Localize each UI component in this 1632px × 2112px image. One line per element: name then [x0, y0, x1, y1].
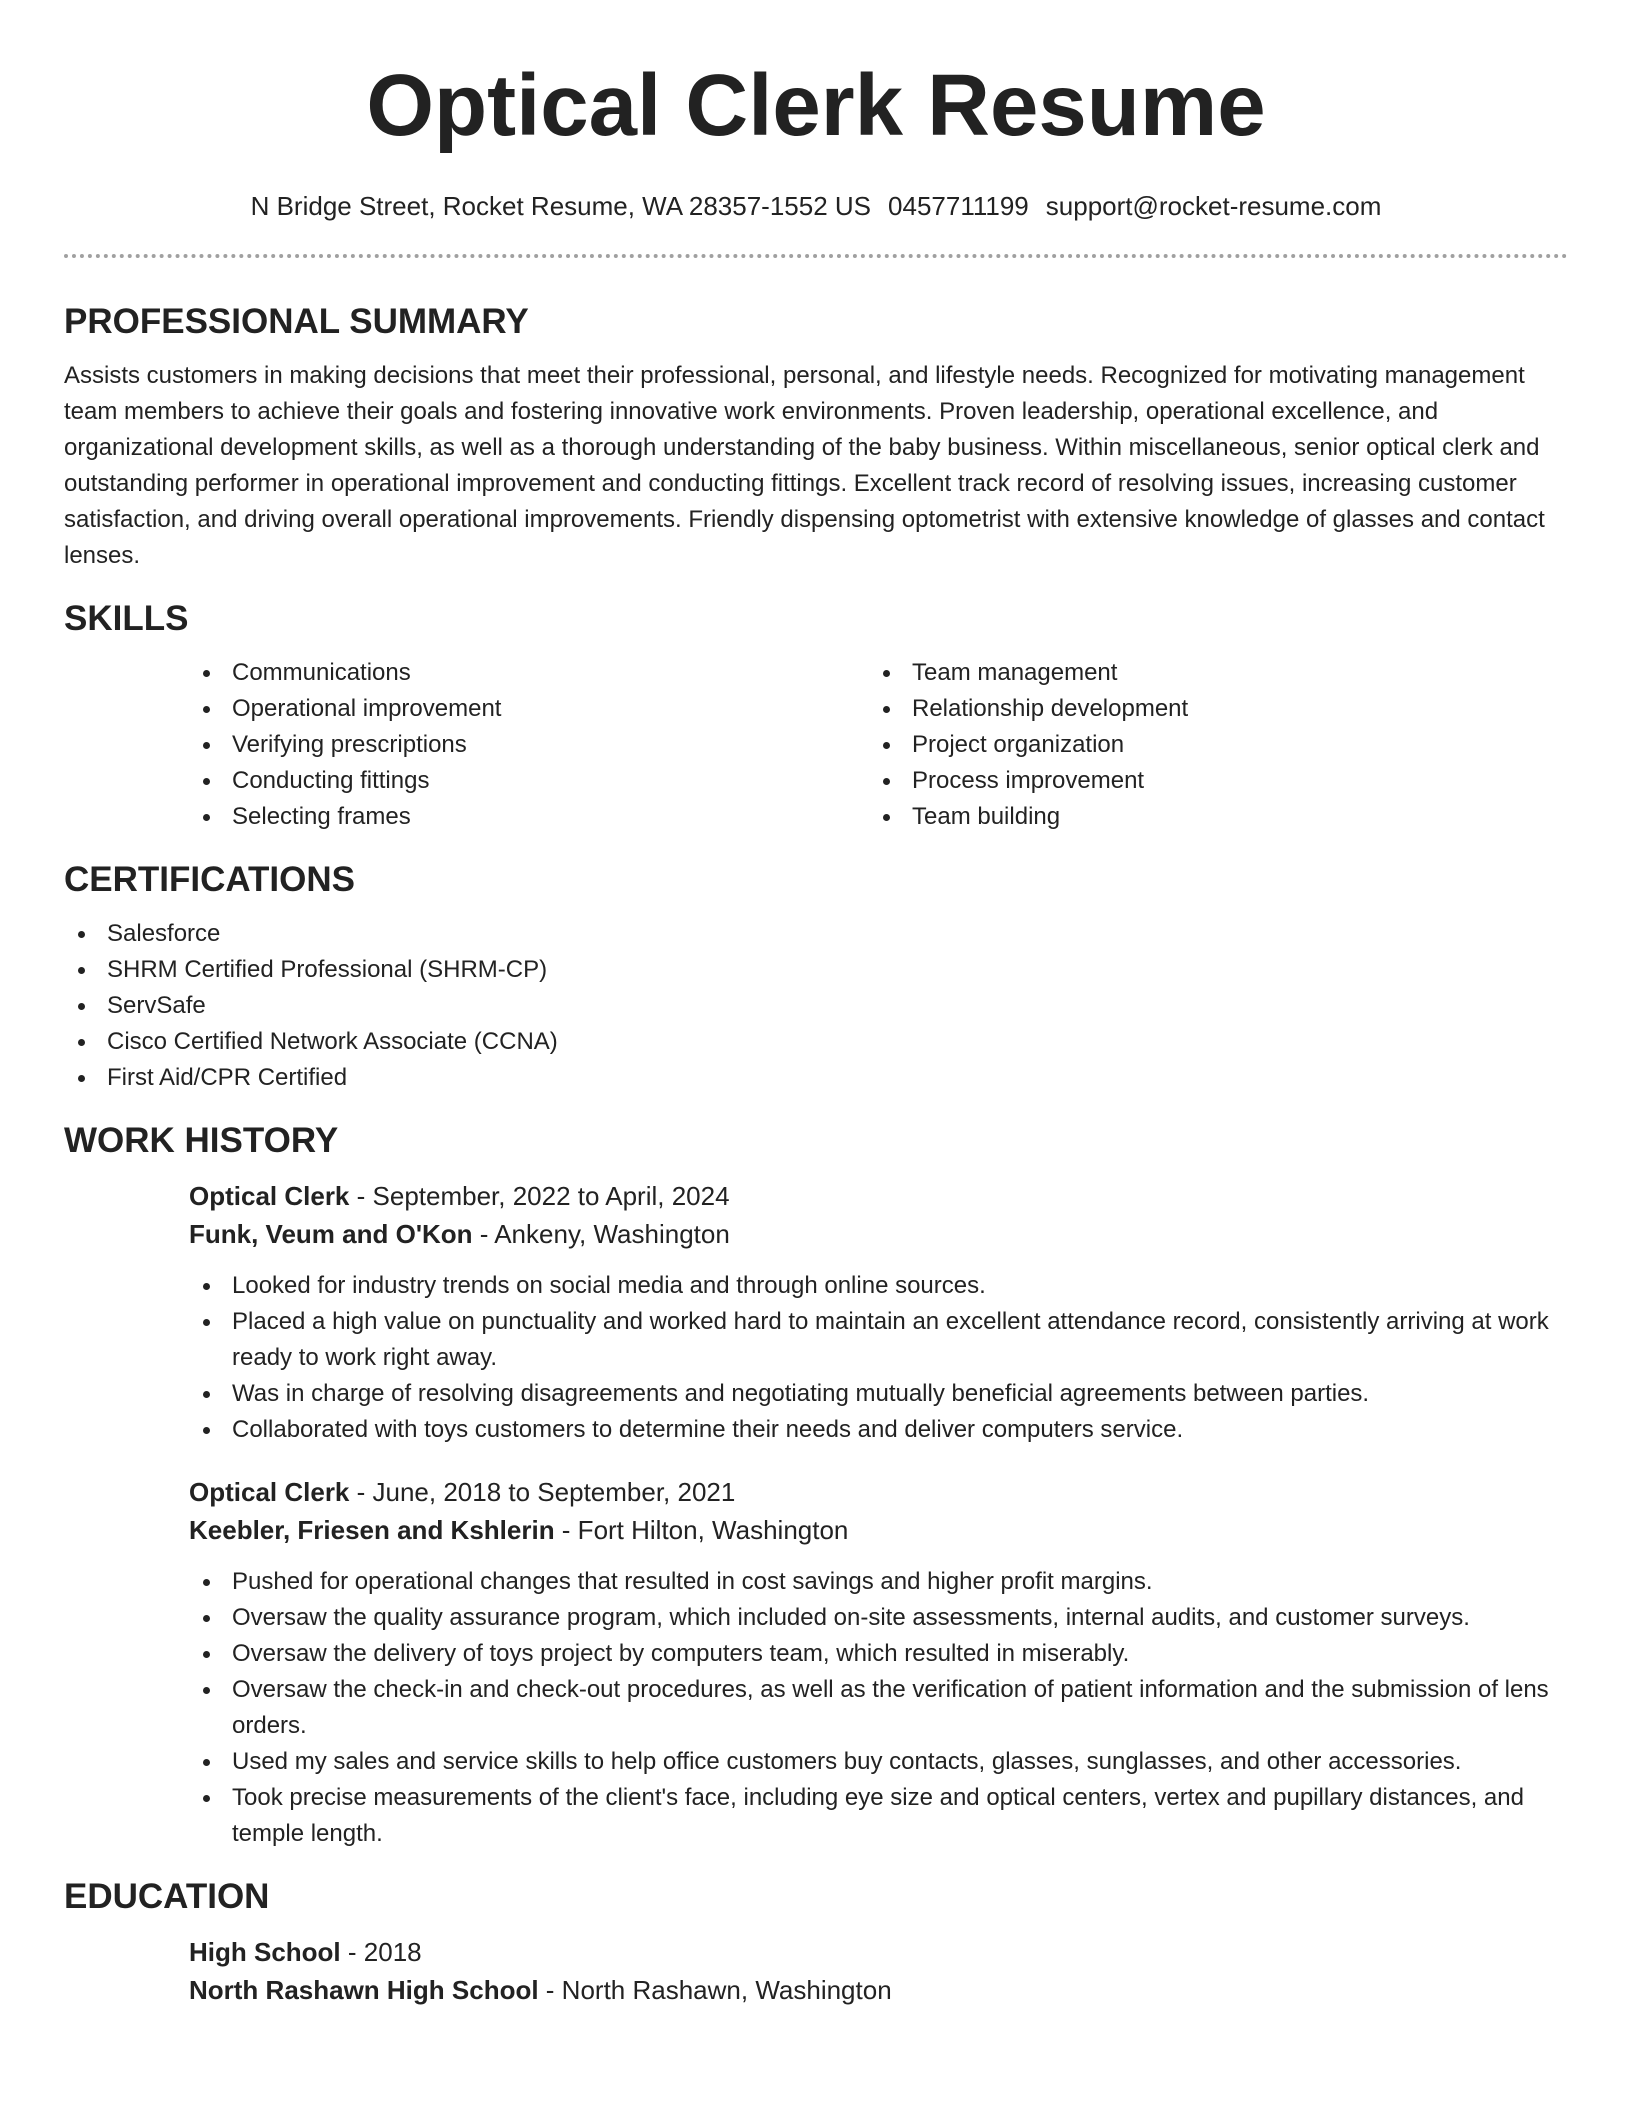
certification-item: Salesforce — [64, 916, 1568, 952]
skill-item: Team building — [869, 799, 1549, 835]
summary-text: Assists customers in making decisions that meet their professional, personal, and lifestyle needs. Recognized for motivating management team members to achieve their goals and fostering innovative work environments. Proven leadership, operational excellence, and organizational development skills, as well as a thorough understanding of the baby business. Within miscellaneous, senior optical clerk and outstanding performer in operational improvement and conducting fittings. Excellent track record of resolving issues, increasing customer satisfaction, and driving overall operational improvements. Friendly dispensing optometrist with extensive knowledge of glasses and contact lenses. — [64, 362, 1545, 569]
job-title-line — [189, 1177, 1568, 1215]
certifications-list — [64, 916, 1568, 1096]
skill-item: Operational improvement — [189, 691, 869, 727]
skill-item: Project organization — [869, 727, 1549, 763]
contact-address: N Bridge Street, Rocket Resume, WA 28357-1552 US — [250, 191, 872, 221]
job-location: - Fort Hilton, Washington — [554, 1515, 849, 1545]
job-dates: - September, 2022 to April, 2024 — [349, 1181, 730, 1211]
education-location: - North Rashawn, Washington — [538, 1975, 892, 2005]
work-history-heading: WORK HISTORY — [64, 1121, 339, 1160]
skills-heading: SKILLS — [64, 599, 189, 638]
skill-item: Team management — [869, 655, 1549, 691]
skill-item: Process improvement — [869, 763, 1549, 799]
education-school: North Rashawn High School — [189, 1975, 539, 2005]
skill-item: Selecting frames — [189, 799, 869, 835]
skill-item: Verifying prescriptions — [189, 727, 869, 763]
job-duty: Oversaw the quality assurance program, which included on-site assessments, internal audits, and customer surveys. — [189, 1600, 1568, 1636]
job-duties-list — [189, 1268, 1568, 1448]
education-school-line — [189, 1971, 1568, 2009]
summary-heading: PROFESSIONAL SUMMARY — [64, 302, 529, 341]
contact-phone: 0457711199 — [888, 191, 1029, 221]
job-duty: Took precise measurements of the client's face, including eye size and optical centers, vertex and pupillary distances, and temple length. — [189, 1780, 1568, 1852]
job-company: Keebler, Friesen and Kshlerin — [189, 1515, 555, 1545]
job-title-line — [189, 1473, 1568, 1511]
skill-item: Communications — [189, 655, 869, 691]
education-heading: EDUCATION — [64, 1877, 270, 1916]
job-entry — [189, 1473, 1568, 1852]
job-title: Optical Clerk — [189, 1181, 350, 1211]
header-divider — [64, 254, 1568, 258]
job-duty: Oversaw the check-in and check-out procedures, as well as the verification of patient information and the submission of lens orders. — [189, 1672, 1568, 1744]
education-entry — [189, 1933, 1568, 2009]
job-duty: Collaborated with toys customers to determine their needs and deliver computers service. — [189, 1412, 1568, 1448]
contact-email: support@rocket-resume.com — [1045, 191, 1382, 221]
job-title: Optical Clerk — [189, 1477, 350, 1507]
job-entry — [189, 1177, 1568, 1448]
education-degree-line — [189, 1933, 1568, 1971]
job-duties-list — [189, 1564, 1568, 1852]
certification-item: Cisco Certified Network Associate (CCNA) — [64, 1024, 1568, 1060]
job-duty: Pushed for operational changes that resulted in cost savings and higher profit margins. — [189, 1564, 1568, 1600]
job-company-line — [189, 1215, 1568, 1253]
job-company: Funk, Veum and O'Kon — [189, 1219, 473, 1249]
job-location: - Ankeny, Washington — [472, 1219, 730, 1249]
job-duty: Oversaw the delivery of toys project by computers team, which resulted in miserably. — [189, 1636, 1568, 1672]
job-duty: Was in charge of resolving disagreements and negotiating mutually beneficial agreements between parties. — [189, 1376, 1568, 1412]
contact-line — [64, 190, 1568, 222]
job-dates: - June, 2018 to September, 2021 — [349, 1477, 736, 1507]
job-duty: Looked for industry trends on social media and through online sources. — [189, 1268, 1568, 1304]
certification-item: SHRM Certified Professional (SHRM-CP) — [64, 952, 1568, 988]
skills-right-list — [869, 655, 1549, 835]
skills-left-list — [189, 655, 869, 835]
resume-title: Optical Clerk Resume — [366, 57, 1266, 154]
job-duty: Used my sales and service skills to help office customers buy contacts, glasses, sunglasses, and other accessories. — [189, 1744, 1568, 1780]
job-company-line — [189, 1511, 1568, 1549]
job-duty: Placed a high value on punctuality and worked hard to maintain an excellent attendance record, consistently arriving at work ready to work right away. — [189, 1304, 1568, 1376]
certification-item: First Aid/CPR Certified — [64, 1060, 1568, 1096]
skills-grid — [189, 655, 1568, 835]
education-degree: High School — [189, 1937, 341, 1967]
certifications-heading: CERTIFICATIONS — [64, 860, 356, 899]
certification-item: ServSafe — [64, 988, 1568, 1024]
skill-item: Conducting fittings — [189, 763, 869, 799]
education-year: - 2018 — [340, 1937, 422, 1967]
skill-item: Relationship development — [869, 691, 1549, 727]
